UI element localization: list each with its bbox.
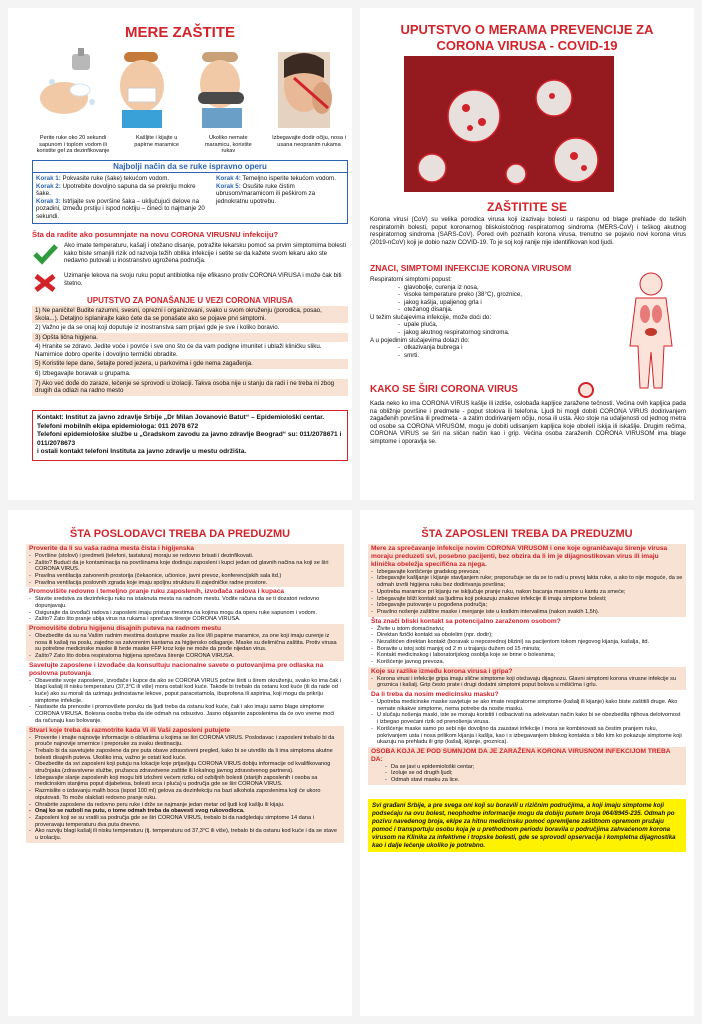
caption-wash: Perite ruke oko 20 sekundi sapunom i toplom vodom ili koristite gel za dezinfikovanje — [36, 135, 110, 155]
employees-title: ŠTA ZAPOSLENI TREBA DA PREDUZMU — [421, 528, 633, 540]
body-diagram — [616, 270, 686, 390]
contact-institute: Kontakt: Institut za javno zdravlje Srbije „Dr Milan Jovanović Batut“ – Epidemiološki centar. — [37, 414, 325, 421]
face-touch-icon — [278, 52, 332, 128]
final-notice: Svi građani Srbije, a pre svega oni koji su boravili u rizičnim područjima, a koji imaju simptome koji podsećaju na ovu bolest, neophodne informacije mogu da dobiju putem broja 064/8945-235. Odmah po pozivu navedenog broja, ekipe za hitnu medicinsku pomoć opremljene zaštitnom opremom pružaju pomoć i transportuju osobu koja je u prethodnom periodu boravila u područjima zahvaćenom korona virusom na Klinika za infektivne i tropske bolesti, gde se sprovodi opservacija i kompletna dijagnostika kao i dalje lečenje ukoliko je potrebno. — [368, 799, 686, 853]
contact-other: i ostali kontakt telefoni Instituta za javno zdravlje u mestu održišta. — [37, 448, 247, 456]
panel-employees — [360, 510, 694, 1016]
hand-wash-title: Najbolji način da se ruke ispravno operu — [33, 161, 347, 173]
wash-step-4: Korak 4: Temeljno isperite tekućom vodom. — [216, 175, 336, 182]
hand-wash-box — [32, 160, 348, 224]
employees-content — [368, 544, 686, 852]
symptom-item: - glavobolje, curenja iz nosa, — [398, 284, 610, 292]
rule-3: 3) Opšta lična higijena. — [32, 333, 348, 343]
intro-text: Korona virusi (CoV) su velika porodica virusa koji izazivaju bolesti u rasponu od blage prehlade do teških respiratornih bolesti, poput koronarnog bliskoistočnog respiratornog sindroma (MERS-CoV) i teškog akutnog respiratornog sindroma (SARS-CoV). Pored ovih poznatih korona virusa, trenutno se pojavio novi korona virus (2019-nCoV) koji je dobio naziv COVID-19. To je soj koji ranije nije identifikovan kod ljudi. — [370, 216, 686, 246]
severe-item: - upale pluća, — [398, 321, 610, 329]
virus-image — [404, 56, 614, 192]
behaviour-list — [32, 306, 348, 396]
severe-item: - jakog akutnog respiratornog sindroma. — [398, 329, 610, 337]
spread-text: Kada neko ko ima CORONA VIRUS kašlje ili izdiše, oslobađa kapljice zaražene tečnosti. Većina ovih kapljica pada na obližnje površine i predmete - poput stolova ili telefona. Ljudi bi mogli dobiti CORONA VIRUS dodirivanjem zagađenih površina ili predmeta - a zatim dodirivanjem očiju, nosa ili usta. Ako stoje na udaljenosti od jednog metra od osobe sa CORONA VIRUSOM, mogu je dobiti udisanjem kapljica koje obolelí iskija ili iskašlje. Drugim rečima, CORONA VIRUS se širi na sličan način kao i grip. Većina osoba zaraženih CORONA VIRUSOM ima blage simptome i oporavlja se. — [370, 400, 686, 445]
hygiene-illustrations — [32, 48, 348, 128]
section-clean-workplace: Proverite da li su vaša radna mesta čista i higijenska - Površine (stolovi) i predmeti (telefoni, tastatura) moraju se redovno brisati i dezinfikovati. - Zašto? Budući da je kontaminacija na površinama koje dodiruju zaposleni i kupci jedan od glavnih načina na koji se širi CORONA VIRUS. - Pravilna ventilacija zatvorenih prostorija (čekaonice, učionice, javni prevoz, konferencijskih sala itd.) - Pravilna ventilacija poslovnih zgrada koje imaju spoljnu strukturu ili zajedničke radne prostore. — [26, 544, 344, 587]
symptom-item: - jakog kašlja, upaljenog grla i — [398, 299, 610, 307]
measures-title: MERE ZAŠTITE — [124, 24, 235, 41]
suspect-section: OSOBA KOJA JE POD SUMNJOM DA JE ZARAŽENA KORONA VIRUSNOM INFEKCIJOM TREBA DA: - Da se javi u epidemiološki centar; - Izoluje se od drugih ljudi; - Odmah stavi masku za lice. — [368, 747, 686, 785]
caption-face: Izbegavajte dodir očiju, nosa i usana neopranim rukama — [272, 135, 346, 148]
symptoms-title: ZNACI, SIMPTOMI INFEKCIJE KORONA VIRUSOM — [370, 263, 572, 273]
advice-yes: Ako imate temperaturu, kašalj i otežano disanje, potražite lekarsku pomoć sa prvim simptomima bolesti kako biste smanjili rizik od razvoja težih oblika infekcije i setite se da kažete svom lekaru ako ste nedavno putovali u inostranstvo ugrožena područja. — [32, 242, 348, 266]
symptoms-block: Respiratorni simptomi popust: - glavobolje, curenja iz nosa, - visoke temperature preko (38°C), groznice, - jakog kašlja, upaljenog grla i - otežanog disanja. U težim slučajevima infekcije, može doći do: - upale pluća, - jakog akutnog respiratornog sindroma. A u pojedinim slučajevima dolazi do: - otkazivanja bubrega i - smrti. — [370, 276, 610, 359]
panel-covid-info — [360, 8, 694, 500]
checkmark-icon — [32, 242, 58, 266]
suspect-question: Šta da radite ako posumnjate na novu CORONA VIRUSNU infekciju? — [32, 230, 279, 239]
wash-step-3: Korak 3: Istrljajte sve površine šaka – uključujući delove na pozadini, između prstiju i ispod noktiju – čineći to najmanje 20 sekundi. — [36, 197, 205, 220]
wash-step-2: Korak 2: Upotrebite dovoljno sapuna da se prekriju mokre šake. — [36, 182, 196, 198]
symptom-item: - visoke temperature preko (38°C), groznice, — [398, 291, 610, 299]
panel-employers — [8, 510, 352, 1016]
advice-no: Uzimanje lekova na svoju ruku poput antibiotika nije efikasno protiv CORONA VIRUSA i može čak biti štetno. — [32, 272, 348, 294]
close-contact-section: Šta znači bliski kontakt sa potencijalno zaraženom osobom? - Živite u istom domaćinstvu; - Direktan fizički kontakt sa obolelim (npr. dodir); - Nezaštićen direktan kontakt (boravak u neposrednoj blizini) sa pacijentom tokom njegovog kijanja, kašalja, itd. - Boravite u istoj sobi manjoj od 2 m u trajanju dužem od 15 minuta; - Kontakt medicinskog i laboratorijskog osoblja koje se brine o bolesnima; - Korišćenje javnog prevoza. — [368, 617, 686, 667]
employers-title: ŠTA POSLODAVCI TREBA DA PREDUZMU — [69, 528, 291, 540]
rare-item: - otkazivanja bubrega i — [398, 344, 610, 352]
caption-tissue: Kašljite i kijajte u papirne maramice — [134, 135, 180, 148]
section-travel-advice: Savetujte zaposlene i izvođače da konsultuju nacionalne savete o putovanjima pre odlaska na poslovna putovanja - Obavestite svoje zaposlene, izvođače i kupce da ako se CORONA VIRUS počne širiti u širem okruženju, svako ko ima čak i blagi kašalj ili nisku temperaturu (37,3°C ili više) mora ostati kod kuće. Takođe bi trebalo da ostanu kod kuće (ili da rade od kuće) ako su morali da uzimaju jednostavne lekove, poput paracetamola, ibuprofena ili aspirina, koji mogu da prikriju simptome infekcije. - Nastavite da prenosite i promovišete poruku da ljudi treba da ostanu kod kuće, čak i ako imaju samo blage simptome CORONA VIRUSA. Bolesna osoba treba da ide odmah na odsustvo. Jasno objasnite zaposlenima da će ovo vreme moći da računaju kao bolovanje. — [26, 661, 344, 726]
rule-5: 5) Koristite lepe dane, šetajte pored jezera, u parkovima i gde nema zagađenja. — [32, 359, 348, 369]
rule-1: 1) Ne paničite! Budite razumni, svesni, oprezni i organizovani, svako u svom okruženju (porodica, posao, škola...). Detaljno isplanirajte kako ćete da se ponašate ako se pojave prvi simptomi. — [32, 306, 348, 323]
protect-title: ZAŠTITITE SE — [486, 200, 567, 214]
rule-7: 7) Ako već dođe do zaraze, lečenje se sprovodi u izolaciji. Takva osoba nije u stanju da radi i ne treba ni zbog drugih da odlazi na radno mesto — [32, 379, 348, 396]
rare-item: - smrti. — [398, 352, 610, 360]
section-travelling: Stvari koje treba da razmotrite kada Vi ili Vaši zaposleni putujete - Proverite i imajte najnovije informacije o oblastima u kojima se širi CORONA VIRUS. Poslodavac i zaposleni trebalo bi da prouče najnovije smernice i preporuke za svaku destinaciju. - Trebalo bi da savetujete zaposlene da pre puta obave zdravstveni pregled, kako bi se utvrdilo da li ima simptoma akutne bolesti disajnih puteva. Ukoliko ima, važno je ostati kod kuće. - Obezbedite da svi zaposleni koji putuju na lokacije koje prijavljuju CORONA VIRUS dobiju informacije od kvalifikovanog stručnjaka (zdravstvene službe, pružaoca zdravstvene zaštite ili lokalnog javnog zdravstvenog partnera). - Izbegavajte slanje zaposlenih koji mogu biti izloženi većem riziku od ozbiljnih bolesti (starijih zaposlenih i osoba sa medicinskim stanjima poput dijabetesa, bolesti srca i pluća) u područja gde se širi CORONA VIRUS. - Razmislite o izdavanju malih boca (ispod 100 ml) gelova za dezinfekciju na bazi alkohola zaposlenima koji će ukoro otputovati. To može olakšati redovno pranje ruku. - Ohrabrite zaposlene da redovno peru ruke i drže se najmanje jedan metar od ljudi koji kašlju ili kijaju. - Onaj ko se razboli na putu, o tome odmah treba da obavesti svog rukovodioca. - Zaposleni koji se su vratili sa područja gde se širi CORONA VIRUS, trebalo bi da nadgledaju simptome 14 dana i proveravaju temperaturu dva puta dnevno. - Ako razviju blagi kašalj ili nisku temperaturu (tj. temperaturu od 37,3°C ili više), trebalo bi da ostanu kod kuće i da se stave u izolaciju. — [26, 726, 344, 843]
wash-step-1: Korak 1: Pokvasite ruke (šake) tekućom vodom. — [36, 175, 170, 182]
contact-belgrade: Telefoni epidemiološke službe u „Gradskom zavodu za javno zdravlje Beograd“ su: 011/2078671 i 011/2078673 — [37, 431, 342, 447]
behaviour-title: UPUTSTVO ZA PONAŠANJE U VEZI CORONA VIRUSA — [86, 296, 294, 305]
employees-lead-box: Mere za sprečavanje infekcije novim CORONA VIRUSOM i one koje ograničavaju širenje virusa moraju preduzeti svi, posebno pacijenti, bez obzira da li im je dijagnostikovan virus ili imaju klinička obeležja specifična za njega. - Izbegavajte korišćenje gradskog prevoza; - Izbegavajte kašljanje i kijanje stavljanjem ruke; preporučuje se da se to radi u prevoj lakta ruke, a ako to nije moguće, da se odmah izvrši higijena ruku bez dodirivanja površina; - Upotreba maramice pri kijanju ne isključuje pranje ruku, nakon bacanja maramice u kantu za smeće; - Izbegavajte bliži kontakt sa ljudima koji pokazuju znakove infekcije ili imaju simptome bolesti; - Izbegavajte putovanje u pogođena područja; - Pravilno nošenje zaštitne maske i menjanje iste u kratkim intervalima (nakon svakih 1,5h). — [368, 544, 686, 617]
employers-content — [26, 544, 344, 843]
sneeze-tissue-icon — [120, 52, 164, 128]
hand-wash-icon — [40, 48, 95, 114]
contact-box — [32, 410, 348, 461]
illustration-row — [32, 48, 348, 156]
panel-prevention-measures — [8, 8, 352, 500]
wash-step-5: Korak 5: Osušite ruke čistim ubrusom/maramicom ili peškirom za jednokratnu upotrebu. — [216, 182, 316, 205]
guide-title: UPUTSTVO O MERAMA PREVENCIJE ZA CORONA VIRUSA - COVID-19 — [400, 22, 654, 53]
contact-mobile: Telefoni mobilnih ekipa epidemiologa: 011 2078 672 — [37, 422, 199, 430]
cross-icon — [32, 272, 58, 294]
symptom-item: - otežanog disanja. — [398, 306, 610, 314]
flu-difference-section: Koje su razlike između korona virusa i gripa? - Korona virusi i infekcije gripa imaju slične simptome koji otežavaju dijagnozu. Glavni simptomi korona virusne infekcije su groznica i kašalj. Grip često prate i drugi dodatni simptomi poput bolova u mišićima i grlu. — [368, 667, 686, 690]
rule-2: 2) Važno je da se onaj koji doputuje iz inostranstva sam prijavi gde je sve i koliko boravio. — [35, 324, 280, 332]
rule-4: 4) Hranite se zdravo. Jedite voće i povrće i sve ono što će da vam podigne imunitet i ublaži kliničku sliku. Namirnice dobro operite i dovoljno termički obradite. — [35, 343, 322, 358]
rule-6: 6) Izbegavajte boravak u grupama. — [35, 369, 131, 377]
spread-title: KAKO SE ŠIRI CORONA VIRUS — [370, 384, 518, 395]
mask-section: Da li treba da nosim medicinsku masku? - Upotreba medicinske maske savjetuje se ako imate respiratorne simptome (kašalj ili kijanje) kako biste zaštitili druge. Ako nemate nikakve simptome, nema potrebe da nosite masku. - U slučaju nošenja maski, iste se moraju koristiti i odbacivati na adekvatan način kako bi se obezbedila njihova delotvornost i izbegao povećani rizik od prenošenja virusa. - Korišćenje maske samo po sebi nije dovoljno da zaustavi infekcije i mora se kombinovati sa čestim pranjem ruku, pokrivanjem usta i nosa prilikom kijanja i kašlja, kao i s izbegavanjem bliskog kontakta s bilo kim ko pokazuje simptome koji ukazuju na prehladu ili grip (kašalj, kijanje, groznica). — [368, 690, 686, 747]
section-respiratory: Promovišite dobru higijenu disajnih puteva na radnom mestu - Obezbedite da su na Vašim radnim mestima dostupne maske za lice i/ili papirne maramice, za one koji imaju curenje iz nosa ili kašalj na poslu, zajedno sa zatvorenim kantama za higijensko odlaganje. Maske su delimična zaštita. Protiv virusa su potrebne medicinske maske ili tvrde maske FFP kroz koje ne može da prođe nijedan virus. - Zašto? Zato što dobra respiratorna higijena sprečava širenje CORONA VIRUSA. — [26, 624, 344, 661]
caption-sleeve: Ukoliko nemate maramicu, koristite rukav — [204, 135, 252, 155]
section-hand-washing: Promovišite redovno i temeljno pranje ruku zaposlenih, izvođača radova i kupaca - Stavite sredstva za dezinfekciju ruku na istaknuta mesta na radnom mestu. Vodite računa da se ti dozatori redovno dopunjavaju. - Osigurajte da izvođači radova i zaposleni imaju pristup mestima na kojima mogu da operu ruke sapunom i vodom. - Zašto? Zato što pranje ubija virus na rukama i sprečava širenje CORONA VIRUSA. — [26, 587, 344, 624]
sleeve-cough-icon — [198, 52, 244, 128]
